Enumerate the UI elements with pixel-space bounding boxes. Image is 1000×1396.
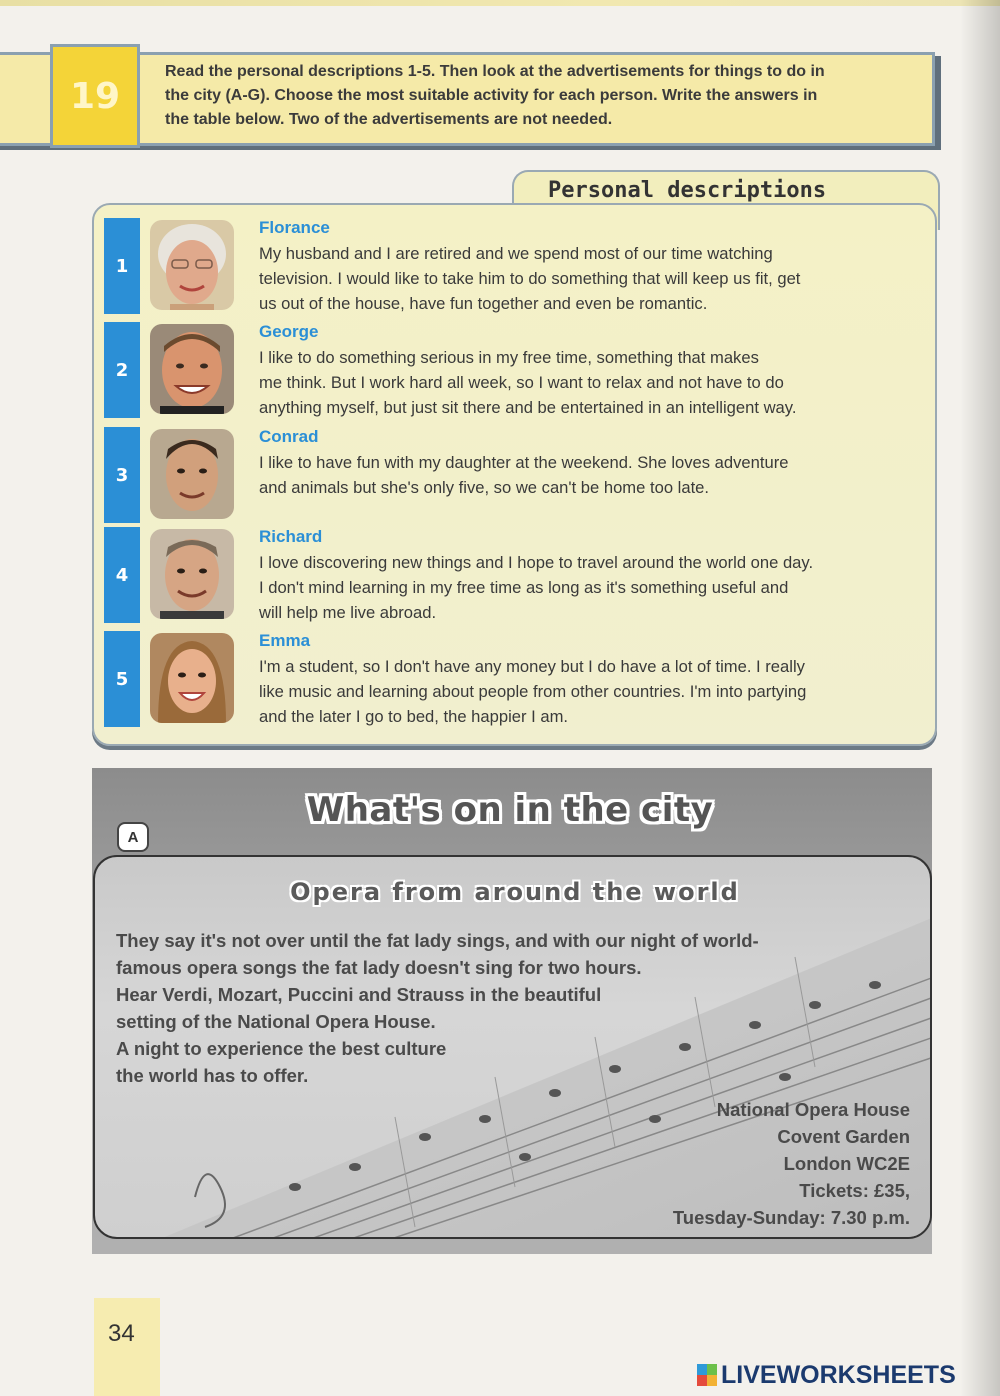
person-description xyxy=(259,450,909,500)
ad-body-line: A night to experience the best culture xyxy=(116,1038,447,1059)
person-description xyxy=(259,550,909,625)
venue-line: National Opera House xyxy=(716,1099,910,1120)
venue-line: London WC2E xyxy=(783,1153,910,1174)
personal-descriptions-title: Personal descriptions xyxy=(548,178,827,203)
description-line: I like to do something serious in my free time, something that makes xyxy=(259,348,759,367)
description-line: anything myself, but just sit there and be entertained in an intelligent way. xyxy=(259,398,797,417)
person-number: 4 xyxy=(104,527,140,623)
description-line: us out of the house, have fun together and even be romantic. xyxy=(259,294,708,313)
description-line: me think. But I work hard all week, so I want to relax and not have to do xyxy=(259,373,784,392)
page-edge-shadow xyxy=(960,0,1000,1396)
instruction-text xyxy=(165,60,905,132)
person-number: 3 xyxy=(104,427,140,523)
liveworksheets-logo[interactable] xyxy=(697,1361,956,1389)
whats-on-title: What's on in the city xyxy=(306,790,714,830)
description-line: and animals but she's only five, so we can't be home too late. xyxy=(259,478,710,497)
description-line: I'm a student, so I don't have any money but I do have a lot of time. I really xyxy=(259,657,805,676)
portrait-icon xyxy=(150,529,234,619)
portrait-icon xyxy=(150,220,234,310)
person-name: Emma xyxy=(259,631,311,650)
ad-body-line: the world has to offer. xyxy=(116,1065,309,1086)
description-line: My husband and I are retired and we spend most of our time watching xyxy=(259,244,773,263)
ad-body-line: They say it's not over until the fat lady sings, and with our night of world- xyxy=(116,930,759,951)
person-description xyxy=(259,241,909,316)
person-description xyxy=(259,345,909,420)
description-line: like music and learning about people from other countries. I'm into partying xyxy=(259,682,807,701)
person-number: 1 xyxy=(104,218,140,314)
person-photo xyxy=(150,429,234,519)
advertisement-body xyxy=(116,927,759,1089)
top-color-strip xyxy=(0,0,1000,6)
instruction-line: the city (A-G). Choose the most suitable activity for each person. Write the answers in xyxy=(165,87,818,104)
person-photo xyxy=(150,529,234,619)
person-name: Conrad xyxy=(259,427,319,446)
person-photo xyxy=(150,220,234,310)
exercise-number: 19 xyxy=(50,44,140,148)
liveworksheets-brand: LIVEWORKSHEETS xyxy=(721,1360,956,1389)
person-number: 5 xyxy=(104,631,140,727)
person-photo xyxy=(150,324,234,414)
ad-body-line: famous opera songs the fat lady doesn't sing for two hours. xyxy=(116,957,642,978)
advertisement-venue-info xyxy=(673,1096,910,1231)
page-number: 34 xyxy=(108,1320,135,1347)
portrait-icon xyxy=(150,429,234,519)
person-name: Richard xyxy=(259,527,323,546)
advertisement-title: Opera from around the world xyxy=(290,878,740,906)
instruction-line: Read the personal descriptions 1-5. Then look at the advertisements for things to do in xyxy=(165,63,825,80)
ad-letter-badge: A xyxy=(117,822,149,852)
show-times: Tuesday-Sunday: 7.30 p.m. xyxy=(672,1207,910,1228)
person-name: Florance xyxy=(259,218,330,237)
person-name: George xyxy=(259,322,319,341)
venue-line: Covent Garden xyxy=(777,1126,910,1147)
person-photo xyxy=(150,633,234,723)
person-number: 2 xyxy=(104,322,140,418)
description-line: will help me live abroad. xyxy=(259,603,437,622)
portrait-icon xyxy=(150,324,234,414)
liveworksheets-logo-icon xyxy=(697,1364,717,1386)
instruction-line: the table below. Two of the advertisements are not needed. xyxy=(165,111,613,128)
ticket-price: Tickets: £35, xyxy=(799,1180,910,1201)
description-line: and the later I go to bed, the happier I am. xyxy=(259,707,569,726)
ad-body-line: setting of the National Opera House. xyxy=(116,1011,436,1032)
person-description xyxy=(259,654,909,729)
description-line: I love discovering new things and I hope to travel around the world one day. xyxy=(259,553,814,572)
ad-body-line: Hear Verdi, Mozart, Puccini and Strauss in the beautiful xyxy=(116,984,602,1005)
description-line: television. I would like to take him to do something that will keep us fit, get xyxy=(259,269,801,288)
portrait-icon xyxy=(150,633,234,723)
description-line: I don't mind learning in my free time as long as it's something useful and xyxy=(259,578,789,597)
description-line: I like to have fun with my daughter at the weekend. She loves adventure xyxy=(259,453,789,472)
